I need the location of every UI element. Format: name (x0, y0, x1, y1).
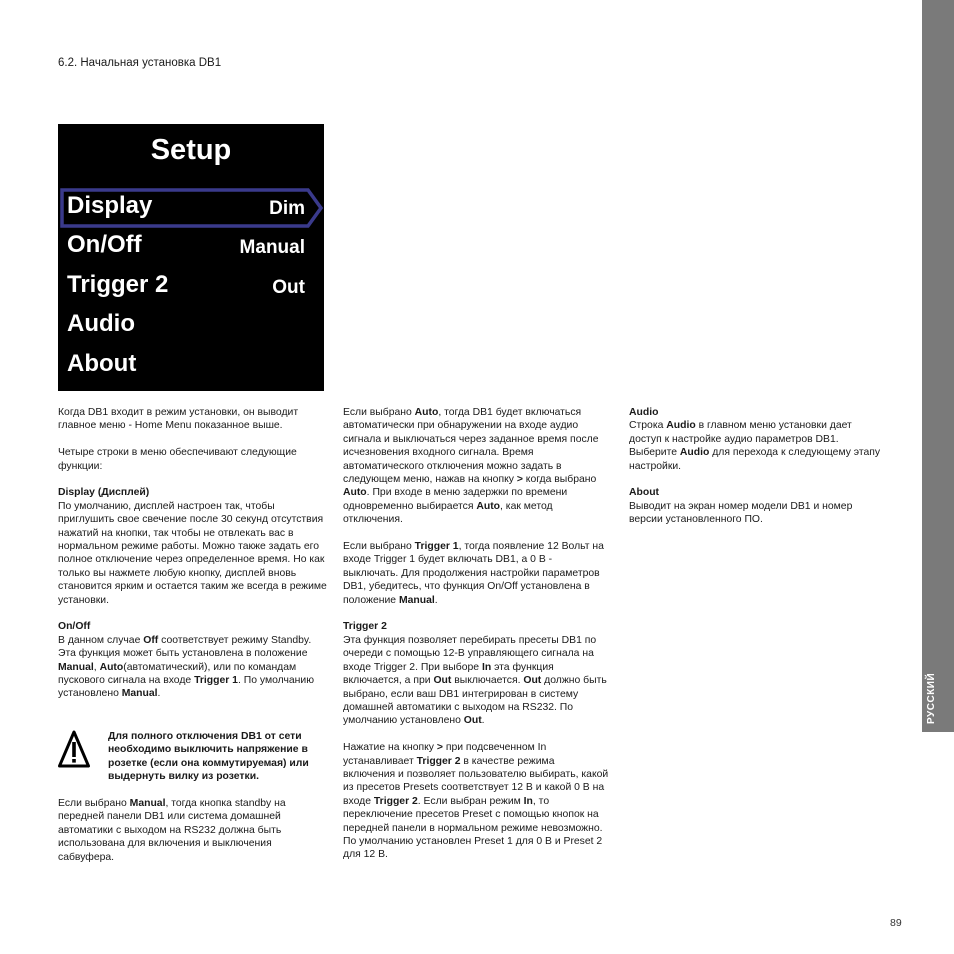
menu-row-trigger2-label: Trigger 2 (67, 271, 169, 298)
page-number: 89 (890, 917, 902, 929)
trigger2-text: эта функция включается, а при (343, 661, 554, 687)
audio-text: Строка (629, 420, 667, 432)
about-section (629, 486, 883, 526)
trigger1-paragraph (343, 540, 609, 607)
onoff-text-bold: Auto (99, 661, 124, 673)
warning-icon (58, 730, 90, 768)
manual-section (58, 797, 328, 877)
auto-text: , тогда DB1 будет включаться автоматически при обнаружении на входе аудио сигнала и выключаться через заданное время после исчезновения входного сигнала. Время автоматического отключения можно задать в следующем меню, нажав на кнопку (343, 407, 599, 486)
auto-text-bold: > (516, 474, 523, 486)
trigger2-section (343, 620, 609, 727)
language-side-tab (922, 0, 954, 732)
onoff-text: , (93, 661, 100, 673)
press-text-bold: Trigger 2 (373, 795, 418, 807)
onoff-text: (автоматический), или по командам пускового сигнала на входе (58, 661, 297, 687)
menu-row-display-value: Dim (269, 198, 305, 219)
trigger2-text: . (481, 715, 485, 727)
trigger2-text: выключается. (451, 675, 524, 687)
trigger1-text: , тогда появление 12 Вольт на входе Trigger 1 будет включать DB1, а 0 В - выключать. Для продолжения настройки параметров DB1, убедитесь, что функция On/Off установлена в положение (343, 541, 604, 606)
column-1 (58, 406, 328, 714)
warning-notice (58, 730, 328, 790)
press-text: , то переключение пресетов Preset с помощью кнопок на передней панели в нормальном режиме невозможно. По умолчанию установлен Preset 1 для 0 В и Preset 2 для 12 В. (343, 795, 603, 861)
column-3 (629, 406, 883, 540)
press-paragraph (343, 741, 609, 862)
auto-text: когда выбрано (522, 474, 597, 486)
press-text: . Если выбран режим (417, 795, 524, 807)
onoff-text: . (157, 688, 161, 700)
trigger1-text-bold: Trigger 1 (414, 541, 459, 553)
onoff-text-bold: Manual (58, 661, 94, 673)
column-2 (343, 406, 609, 875)
manual-text: , тогда кнопка standby на передней панели DB1 или система домашней автоматики с выходом на RS232 должна быть использована для включения и выключения сабвуфера. (58, 798, 286, 863)
auto-text-bold: Auto (476, 500, 501, 512)
audio-section (629, 406, 883, 473)
onoff-section (58, 620, 328, 700)
trigger1-text: Если выбрано (343, 541, 415, 553)
display-text: По умолчанию, дисплей настроен так, чтобы приглушить свое свечение после 30 секунд отсутствия нажатий на кнопки, так чтобы не отвлекать вас в нормальном режиме работы. Можно также задать его полное отключение через определенное время. Но как только вы нажмете любую кнопку, дисплей вновь становится ярким и остается таким же всегда в режиме установки. (58, 500, 327, 606)
press-text-bold: Trigger 2 (416, 755, 461, 767)
onoff-text-bold: Manual (121, 688, 158, 700)
menu-row-audio-label: Audio (67, 310, 135, 337)
trigger2-text-bold: Out (463, 715, 482, 727)
press-text: при подсвеченном In устанавливает (343, 742, 547, 767)
press-text: Нажатие на кнопку (343, 742, 437, 754)
auto-paragraph (343, 406, 609, 527)
audio-text: в главном меню установки дает доступ к настройке аудио параметров DB1. Выберите (629, 420, 852, 459)
onoff-text-bold: Trigger 1 (194, 675, 238, 687)
auto-text: , как метод отключения. (343, 500, 553, 526)
trigger2-text: должно быть выбрано, если ваш DB1 интегрирован в систему домашней автоматики с выходом на RS232. По умолчанию установлено (343, 675, 607, 727)
functions-paragraph: Четыре строки в меню обеспечивают следующие функции: (58, 447, 297, 472)
menu-row-about-label: About (67, 350, 137, 377)
menu-row-trigger2-value: Out (272, 277, 305, 298)
press-text: в качестве режима включения и позволяет пользователю выбирать, какой из пресетов Presets соответствует 12 В и какой 0 В на входе (343, 755, 609, 807)
auto-text: . При входе в меню задержки по времени одновременно выбирается (343, 487, 568, 512)
manual-text-bold: Manual (129, 798, 166, 809)
screen-title: Setup (150, 134, 232, 166)
trigger2-heading: Trigger 2 (343, 621, 387, 633)
menu-row-onoff-value: Manual (239, 237, 305, 258)
press-text-bold: In (523, 795, 533, 807)
onoff-text: В данном случае (58, 634, 144, 646)
onoff-heading: On/Off (58, 621, 91, 633)
display-heading: Display (Дисплей) (58, 487, 150, 499)
trigger2-text-bold: Out (433, 675, 452, 687)
manual-text: Если выбрано (58, 798, 130, 809)
trigger2-text-bold: In (481, 661, 492, 673)
audio-text-bold: Audio (679, 447, 710, 459)
intro-paragraph: Когда DB1 входит в режим установки, он выводит главное меню - Home Menu показанное выше. (58, 407, 299, 432)
about-text: Выводит на экран номер модели DB1 и номер версии установленного ПО. (629, 500, 853, 526)
language-tab-label: РУССКИЙ (926, 672, 937, 724)
trigger1-text-bold: Manual (398, 594, 435, 606)
auto-text: Если выбрано (343, 407, 415, 418)
trigger2-text: Эта функция позволяет перебирать пресеты DB1 по очереди с помощью 12-В управляющего сигнала на входе Trigger 2. При выборе (343, 634, 597, 673)
onoff-text: . По умолчанию установлено (58, 675, 315, 700)
auto-text-bold: Auto (414, 407, 439, 418)
menu-row-onoff-label: On/Off (67, 231, 142, 258)
manual-paragraph (58, 797, 328, 864)
onoff-text: соответствует режиму Standby. Эта функция может быть установлена в положение (58, 634, 312, 660)
onoff-text-bold: Off (143, 634, 159, 646)
warning-text: Для полного отключения DB1 от сети необходимо выключить напряжение в розетке (если она коммутируемая) или выдернуть вилку из розетки. (108, 731, 309, 783)
auto-text-bold: Auto (343, 487, 367, 499)
audio-text: для перехода к следующему этапу настройки. (629, 447, 881, 472)
audio-text-bold: Audio (666, 420, 696, 432)
setup-menu-screen (58, 124, 324, 391)
trigger1-text: . (434, 594, 438, 606)
trigger2-text-bold: Out (523, 675, 542, 687)
audio-heading: Audio (629, 407, 659, 418)
press-text-bold: > (436, 742, 443, 754)
section-heading: 6.2. Начальная установка DB1 (58, 57, 222, 69)
menu-row-display-label: Display (67, 192, 153, 219)
about-heading: About (629, 487, 660, 499)
display-section (58, 486, 328, 607)
